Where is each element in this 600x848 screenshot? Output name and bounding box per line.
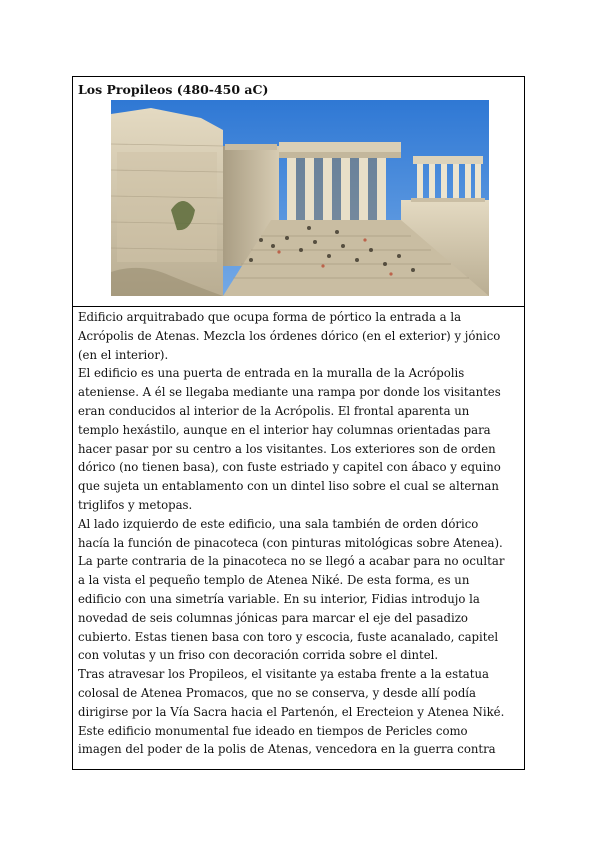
- text-line: El edificio es una puerta de entrada en la muralla de la Acrópolis: [78, 366, 465, 381]
- text-line: triglifos y metopas.: [78, 497, 193, 512]
- paragraph-1: [73, 308, 524, 364]
- propylaea-photo-icon: [111, 100, 489, 296]
- text-line: Edificio arquitrabado que ocupa forma de pórtico la entrada a la: [78, 310, 462, 324]
- paragraph-5: [73, 722, 524, 760]
- text-line: dórico (no tienen basa), con fuste estriado y capitel con ábaco y equino: [78, 460, 501, 475]
- text-line: eran conducidos al interior de la Acrópolis. El frontal aparenta un: [78, 403, 470, 418]
- header-cell: [73, 77, 524, 307]
- text-line: (en el interior).: [78, 347, 169, 362]
- text-line: novedad de seis columnas jónicas para marcar el eje del pasadizo: [78, 610, 468, 625]
- text-line: hacer pasar por su centro a los visitantes. Los exteriores son de orden: [78, 441, 496, 456]
- text-line: con volutas y un friso con decoración corrida sobre el dintel.: [78, 648, 439, 663]
- text-line: hacía la función de pinacoteca (con pinturas mitológicas sobre Atenea).: [78, 535, 503, 550]
- text-line: Acrópolis de Atenas. Mezcla los órdenes dórico (en el exterior) y jónico: [78, 328, 501, 343]
- text-line: a la vista el pequeño templo de Atenea Niké. De esta forma, es un: [78, 573, 470, 588]
- text-line: Tras atravesar los Propileos, el visitante ya estaba frente a la estatua: [78, 667, 489, 682]
- page-title: Los Propileos (480-450 aC): [78, 82, 269, 97]
- text-line: ateniense. A él se llegaba mediante una rampa por donde los visitantes: [78, 385, 501, 400]
- paragraph-3: [73, 515, 524, 665]
- document-table: [72, 76, 525, 770]
- text-line: dirigirse por la Vía Sacra hacia el Partenón, el Erecteion y Atenea Niké.: [78, 704, 505, 719]
- text-line: edificio con una simetría variable. En su interior, Fidias introdujo la: [78, 591, 480, 606]
- text-line: colosal de Atenea Promacos, que no se conserva, y desde allí podía: [78, 685, 477, 700]
- text-line: cubierto. Estas tienen basa con toro y escocia, fuste acanalado, capitel: [78, 629, 499, 644]
- paragraph-2: [73, 364, 524, 514]
- text-line: Al lado izquierdo de este edificio, una sala también de orden dórico: [78, 516, 479, 531]
- body-text-cell: [73, 307, 524, 769]
- text-line: templo hexástilo, aunque en el interior hay columnas orientadas para: [78, 422, 491, 437]
- text-line: que sujeta un entablamento con un dintel liso sobre el cual se alternan: [78, 479, 499, 494]
- text-line: La parte contraria de la pinacoteca no se llegó a acabar para no ocultar: [78, 554, 505, 569]
- paragraph-4: [73, 665, 524, 721]
- text-line: Este edificio monumental fue ideado en tiempos de Pericles como: [78, 723, 468, 738]
- text-line: imagen del poder de la polis de Atenas, vencedora en la guerra contra: [78, 742, 496, 757]
